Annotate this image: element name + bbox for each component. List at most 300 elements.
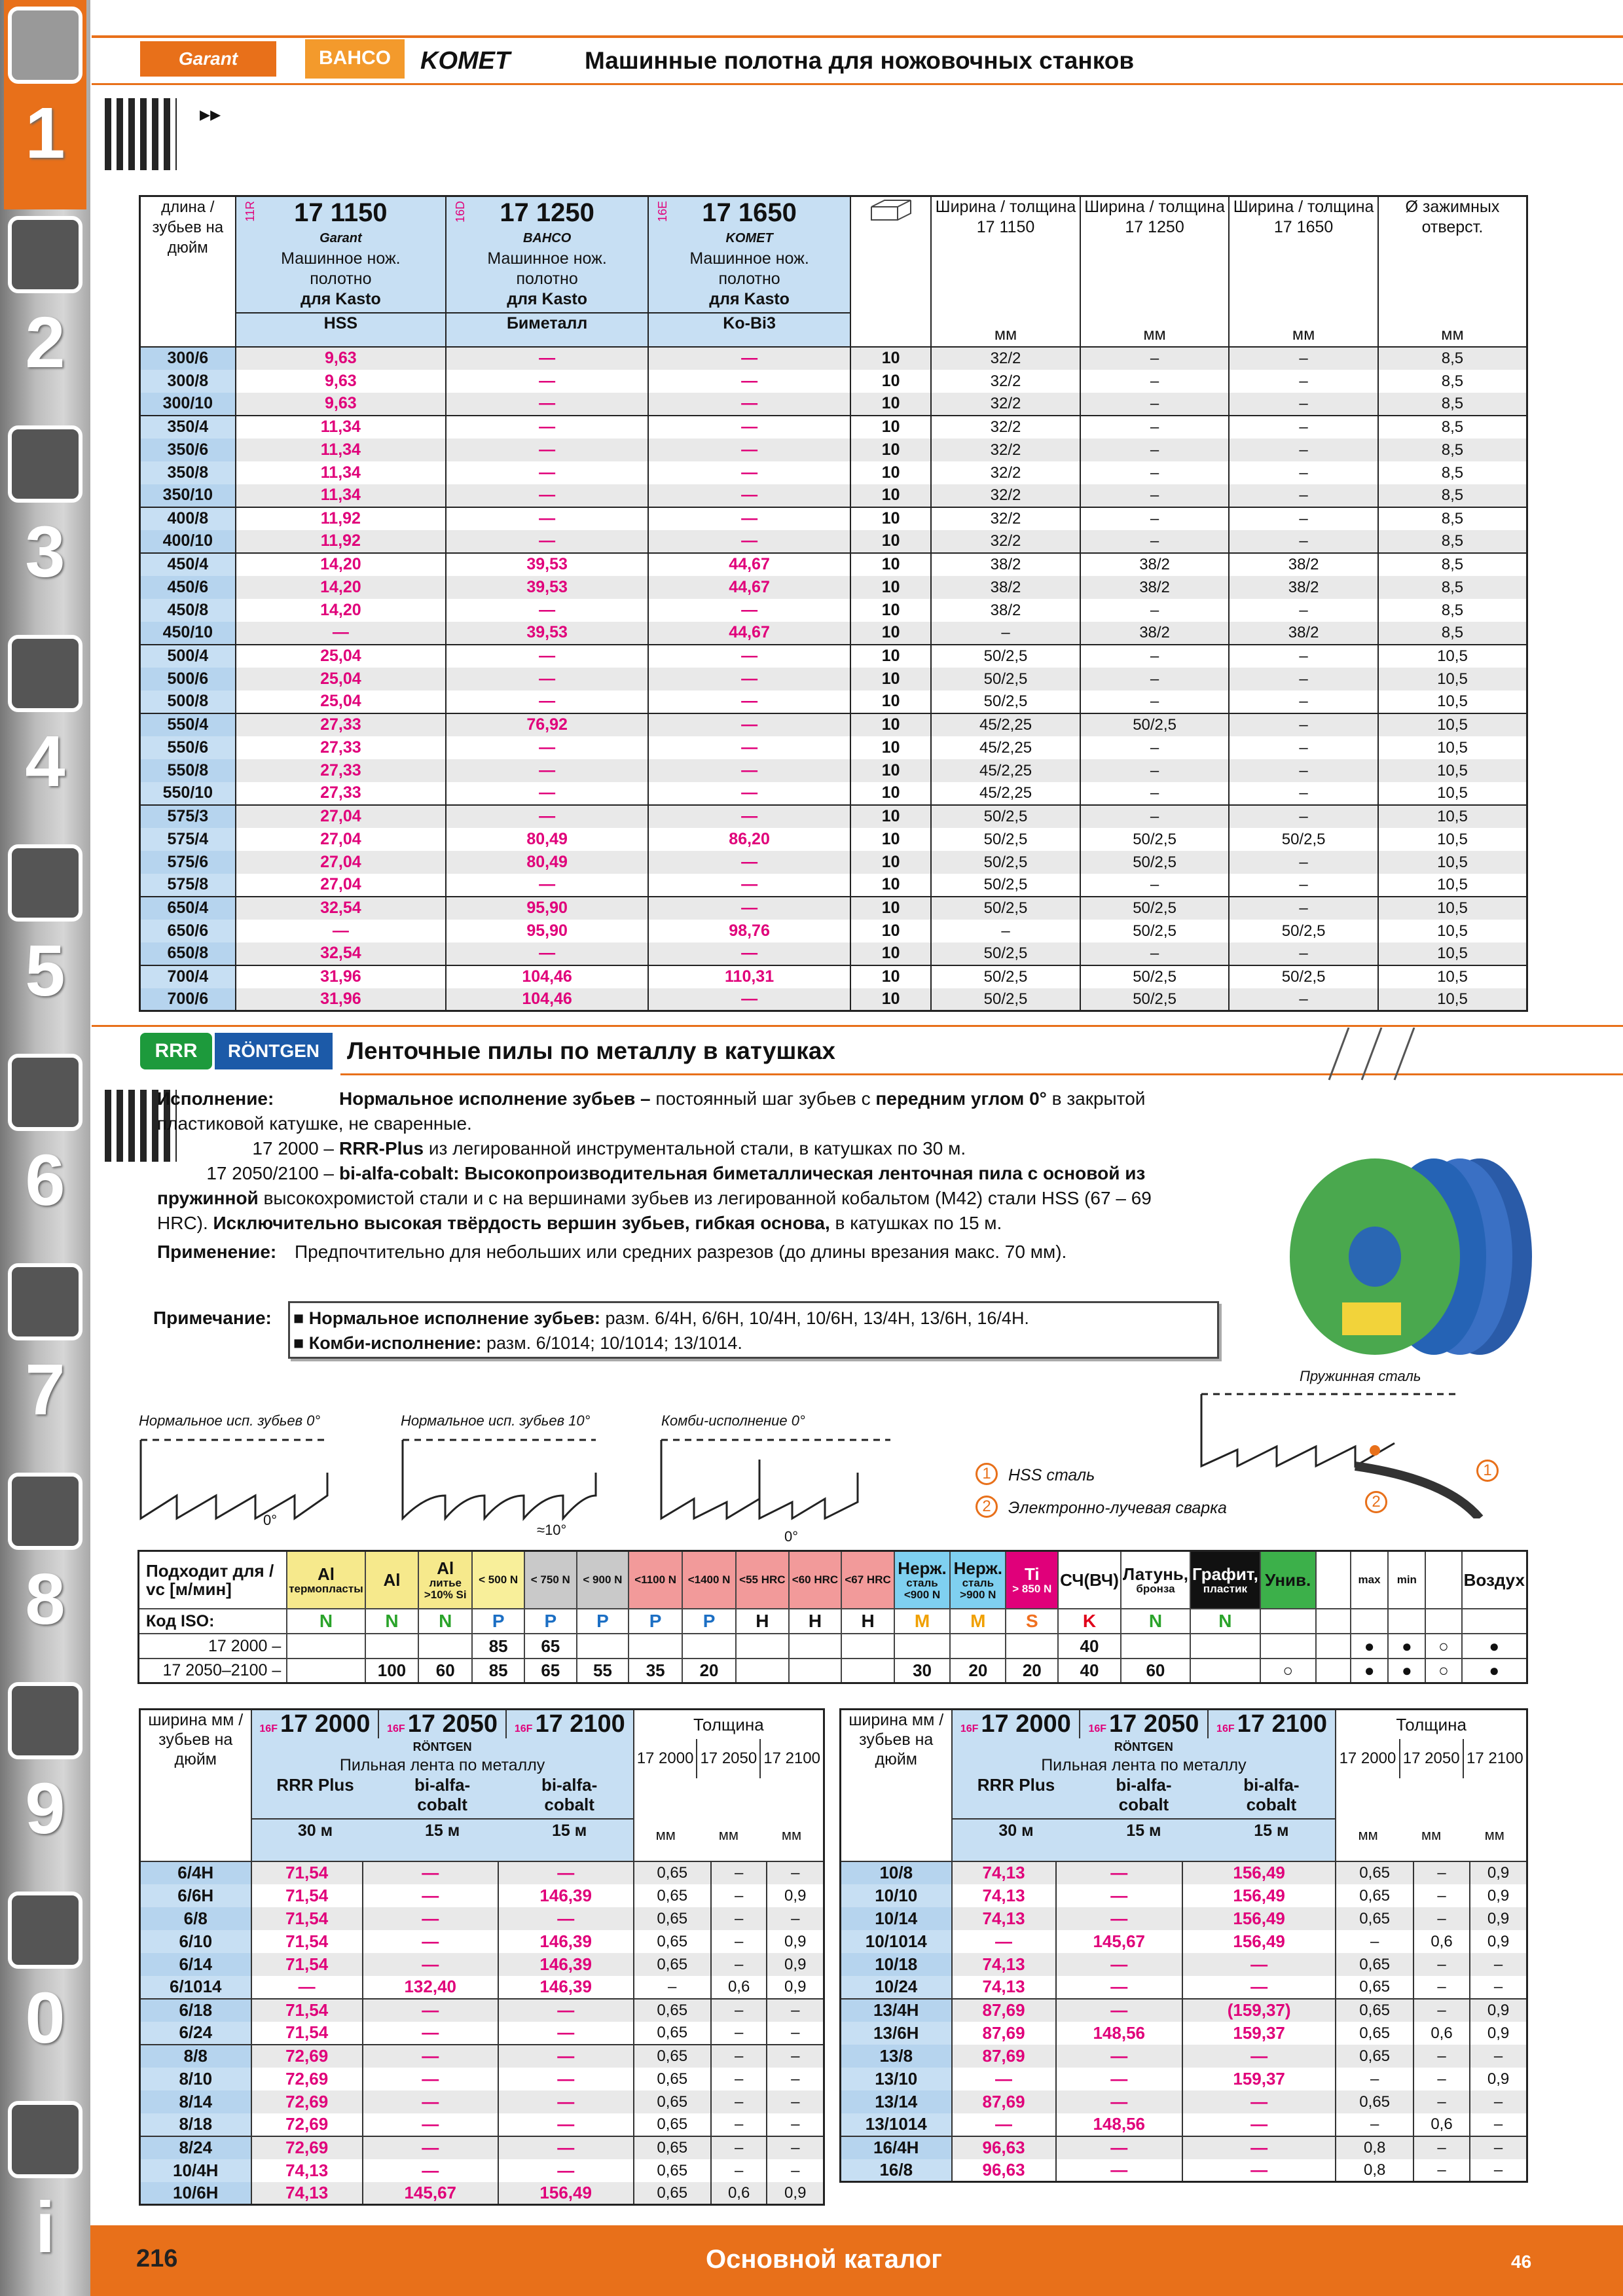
cell: 0,65 — [1336, 1953, 1413, 1976]
table-row — [841, 2113, 1527, 2136]
table-row — [140, 2182, 824, 2205]
table-row — [841, 2090, 1527, 2113]
cell: – — [1080, 645, 1230, 668]
tab-number: 0 — [25, 1978, 65, 2058]
diag-label-1: Нормальное исп. зубьев 0° — [139, 1412, 321, 1429]
table-row — [140, 805, 1527, 828]
cell: 0,9 — [1470, 1884, 1527, 1907]
cell: 10 — [850, 576, 931, 599]
cell: 95,90 — [446, 920, 648, 942]
cell: 13/1014 — [841, 2113, 952, 2136]
cell: — — [1056, 2159, 1182, 2182]
table-row — [140, 439, 1527, 461]
cell: 11,34 — [236, 484, 447, 507]
cell: 10 — [850, 942, 931, 965]
cell: 0,9 — [1470, 1861, 1527, 1884]
cell: 74,13 — [251, 2182, 363, 2205]
category-icon — [8, 2101, 82, 2178]
lengths — [953, 1818, 1336, 1842]
unit: мм — [1421, 1827, 1442, 1843]
table-row — [140, 370, 1527, 393]
page-title: Машинные полотна для ножовочных станков — [585, 47, 1135, 74]
cell: – — [1080, 759, 1230, 782]
cell: 159,37 — [1182, 2022, 1336, 2045]
cell: 550/4 — [140, 713, 236, 736]
cell: 0,6 — [711, 1976, 767, 1999]
thick-col: 17 2000 — [636, 1749, 694, 1767]
table-row — [841, 1999, 1527, 2022]
iso-code: M — [950, 1609, 1006, 1634]
cell: 27,04 — [236, 874, 447, 897]
t: Нормальное исполнение зубьев – — [339, 1088, 651, 1109]
table-row — [841, 1884, 1527, 1907]
unit: мм — [1441, 325, 1464, 344]
mat-name: Ti — [1024, 1564, 1040, 1584]
sidebar-tab-9[interactable] — [4, 1676, 86, 1885]
product-number: 16F 17 2050 — [379, 1710, 507, 1738]
cell: 9,63 — [236, 370, 447, 393]
cell: 0,65 — [1336, 1976, 1413, 1999]
material-col — [418, 1551, 472, 1609]
numbers — [953, 1710, 1336, 1738]
cell: 10/18 — [841, 1953, 952, 1976]
cell: 10 — [850, 416, 931, 439]
cell: 10,5 — [1378, 668, 1527, 691]
cell: 76,92 — [446, 713, 648, 736]
cell: 0,65 — [634, 1861, 711, 1884]
sidebar-tab-3[interactable] — [4, 419, 86, 628]
cell: — — [446, 530, 648, 553]
iso-row — [139, 1609, 1527, 1634]
cell: 87,69 — [952, 2022, 1056, 2045]
cell: 10 — [850, 736, 931, 759]
cell: – — [767, 2159, 824, 2182]
category-icon — [8, 1473, 82, 1550]
cell: 10/4H — [140, 2159, 251, 2182]
cell: 74,13 — [952, 1884, 1056, 1907]
cell: 74,13 — [251, 2159, 363, 2182]
cell: — — [498, 2113, 634, 2136]
cell: — — [363, 1930, 498, 1953]
material-col — [1388, 1551, 1425, 1609]
speed-value — [629, 1634, 682, 1659]
material-col — [524, 1551, 577, 1609]
speed-value — [1121, 1634, 1190, 1659]
brand-logo: KOMET — [725, 231, 773, 245]
tab-number: 7 — [25, 1350, 65, 1430]
cell: — — [446, 370, 648, 393]
cell: 10 — [850, 851, 931, 874]
cell: 50/2,5 — [931, 851, 1080, 874]
numbers — [252, 1710, 633, 1738]
cell: – — [1229, 370, 1378, 393]
cell: 44,67 — [648, 576, 850, 599]
cell: 9,63 — [236, 347, 447, 370]
speed-value — [841, 1634, 894, 1659]
col-size: ширина мм / зубьев на дюйм — [841, 1710, 952, 1861]
cell: 14,20 — [236, 553, 447, 576]
cell: — — [251, 1976, 363, 1999]
cell: 700/4 — [140, 965, 236, 988]
cell: 0,6 — [1413, 1930, 1470, 1953]
cell: — — [363, 2068, 498, 2090]
footer-title: Основной каталог — [706, 2245, 942, 2274]
cell: 300/8 — [140, 370, 236, 393]
iso-code: H — [736, 1609, 789, 1634]
table-row — [841, 1976, 1527, 1999]
cell: – — [1470, 1953, 1527, 1976]
cell: 50/2,5 — [931, 668, 1080, 691]
cell: – — [711, 2045, 767, 2068]
product-code: 16E — [656, 201, 670, 223]
cell: — — [648, 439, 850, 461]
cell: 0,65 — [634, 1884, 711, 1907]
type: RRR Plus — [276, 1775, 354, 1795]
cell: — — [648, 461, 850, 484]
unit: мм — [1143, 325, 1166, 344]
speed-value — [736, 1659, 789, 1683]
product-code: 16F — [387, 1723, 405, 1734]
cell: — — [1056, 1999, 1182, 2022]
iso-code: H — [841, 1609, 894, 1634]
mat-sub: <1100 N — [634, 1573, 677, 1586]
cell: 8,5 — [1378, 439, 1527, 461]
cell: 72,69 — [251, 2068, 363, 2090]
cell: 0,9 — [1470, 1930, 1527, 1953]
cell: 6/1014 — [140, 1976, 251, 1999]
cell: 145,67 — [1056, 1930, 1182, 1953]
cell: 575/4 — [140, 828, 236, 851]
cell: 16/4H — [841, 2136, 952, 2159]
speed-value: ● — [1388, 1634, 1425, 1659]
saw-blade-table — [139, 195, 1528, 1012]
cell: — — [648, 851, 850, 874]
cell: 148,56 — [1056, 2113, 1182, 2136]
table-row — [140, 416, 1527, 439]
cell: 0,9 — [767, 1976, 824, 1999]
iso-code — [1425, 1609, 1461, 1634]
cell: 0,65 — [634, 1999, 711, 2022]
cell: – — [1413, 2045, 1470, 2068]
iso-code — [1351, 1609, 1389, 1634]
cell: – — [711, 1930, 767, 1953]
cell: – — [1080, 439, 1230, 461]
diag-label-3: Комби-исполнение 0° — [661, 1412, 805, 1429]
cell: 50/2,5 — [1080, 897, 1230, 920]
length: 30 м — [297, 1821, 333, 1840]
cell: 8/14 — [140, 2090, 251, 2113]
cell: — — [498, 1999, 634, 2022]
cell: 0,9 — [767, 1884, 824, 1907]
cell: 700/6 — [140, 988, 236, 1011]
mat-sub: > 850 N — [1012, 1582, 1052, 1595]
cell: – — [1413, 1953, 1470, 1976]
cell: – — [767, 1999, 824, 2022]
cell: 38/2 — [931, 553, 1080, 576]
cell: – — [767, 2090, 824, 2113]
col-label: Ширина / толщина 17 1250 — [1084, 198, 1225, 236]
cell: – — [1229, 782, 1378, 805]
table-row — [841, 1861, 1527, 1884]
cell: 38/2 — [1229, 553, 1378, 576]
cell: — — [363, 1953, 498, 1976]
cell: — — [446, 759, 648, 782]
product-number: 16F 17 2050 — [1080, 1710, 1209, 1738]
speed-value: ○ — [1425, 1634, 1461, 1659]
mat-name: Нерж. — [898, 1558, 947, 1578]
cell: 8,5 — [1378, 530, 1527, 553]
cell: 0,9 — [1470, 1999, 1527, 2022]
cell: 31,96 — [236, 965, 447, 988]
table-row — [140, 576, 1527, 599]
table-row — [841, 1953, 1527, 1976]
cell: — — [648, 736, 850, 759]
iso-code: P — [524, 1609, 577, 1634]
cell: — — [1056, 2090, 1182, 2113]
cell: 95,90 — [446, 897, 648, 920]
cell: — — [1056, 2045, 1182, 2068]
speed-value — [894, 1634, 950, 1659]
cell: – — [1413, 2159, 1470, 2182]
cell: — — [446, 461, 648, 484]
cell: – — [767, 1861, 824, 1884]
cell: — — [363, 1884, 498, 1907]
material-table — [137, 1550, 1528, 1684]
cell: 32,54 — [236, 897, 447, 920]
cell: – — [1336, 1930, 1413, 1953]
cell: – — [1470, 2159, 1527, 2182]
cell: — — [648, 691, 850, 713]
speed-row — [139, 1634, 1527, 1659]
cell: 27,33 — [236, 782, 447, 805]
cell: 0,65 — [634, 1907, 711, 1930]
cell: 575/6 — [140, 851, 236, 874]
table-row — [140, 2136, 824, 2159]
cell: 0,6 — [711, 2182, 767, 2205]
product-number: 16F 17 2000 — [953, 1710, 1081, 1738]
thickness-group — [634, 1710, 824, 1861]
material-col — [789, 1551, 842, 1609]
speed-value: ● — [1462, 1634, 1527, 1659]
table-row — [140, 1999, 824, 2022]
cell: 0,9 — [1470, 2022, 1527, 2045]
cell: 0,65 — [1336, 1884, 1413, 1907]
cell: — — [363, 2136, 498, 2159]
sidebar-tab-5[interactable] — [4, 838, 86, 1047]
cell: — — [648, 393, 850, 416]
mat-sub: <55 HRC — [739, 1573, 786, 1586]
cell: 25,04 — [236, 691, 447, 713]
mat-sub: литье >10% Si — [424, 1576, 467, 1601]
spring-label: Пружинная сталь — [1300, 1368, 1421, 1384]
iso-label: Код ISO: — [139, 1609, 287, 1634]
speed-value — [682, 1634, 736, 1659]
cell: 650/8 — [140, 942, 236, 965]
sidebar-tab-2[interactable] — [4, 209, 86, 419]
sidebar-tab-0[interactable] — [4, 1885, 86, 2094]
cell: 72,69 — [251, 2113, 363, 2136]
speed-value: 65 — [524, 1659, 577, 1683]
thickness-group — [1336, 1710, 1527, 1861]
cell: — — [648, 484, 850, 507]
product-code: 16F — [259, 1723, 278, 1734]
cell: 71,54 — [251, 2022, 363, 2045]
material-col — [577, 1551, 629, 1609]
product-header — [648, 196, 850, 347]
cell: – — [1470, 2090, 1527, 2113]
cell: 11,34 — [236, 416, 447, 439]
cell: 11,34 — [236, 439, 447, 461]
cell: 8,5 — [1378, 553, 1527, 576]
cell: 45/2,25 — [931, 782, 1080, 805]
table-row — [140, 920, 1527, 942]
cell: 10 — [850, 484, 931, 507]
product-number: 16F 17 2100 — [1216, 1710, 1327, 1738]
cell: — — [446, 416, 648, 439]
brand-logo: RÖNTGEN — [412, 1740, 472, 1753]
legend-hss: HSS сталь — [1008, 1466, 1095, 1484]
cell: 10/14 — [841, 1907, 952, 1930]
product-number: 17 1650 — [702, 198, 797, 227]
speed-value: ● — [1351, 1634, 1389, 1659]
cell: 32/2 — [931, 347, 1080, 370]
cell: – — [1336, 2113, 1413, 2136]
cell: – — [1229, 851, 1378, 874]
col-label: Ø зажимных отверст. — [1405, 198, 1500, 236]
tab-number: 5 — [25, 931, 65, 1011]
table-row — [140, 553, 1527, 576]
product-desc: Машинное нож. полотно — [689, 249, 809, 288]
iso-code: P — [629, 1609, 682, 1634]
category-icon — [8, 844, 82, 922]
cell: 96,63 — [952, 2159, 1056, 2182]
cell: – — [711, 2090, 767, 2113]
speed-value — [1260, 1634, 1316, 1659]
mat-sub: <60 HRC — [792, 1573, 839, 1586]
table-row — [140, 713, 1527, 736]
cell: — — [363, 1907, 498, 1930]
cell: 10 — [850, 713, 931, 736]
cell: 39,53 — [446, 553, 648, 576]
t: из легированной инструментальной стали, в катушках по 30 м. — [424, 1138, 966, 1158]
cell: 500/8 — [140, 691, 236, 713]
table-row — [140, 782, 1527, 805]
mat-sub: min — [1396, 1573, 1417, 1586]
cell: – — [1229, 393, 1378, 416]
product-kasto: для Kasto — [709, 290, 790, 308]
cell: – — [1080, 668, 1230, 691]
t: Предпочтительно для небольших или средних разрезов (до длины врезания макс. 70 мм). — [295, 1242, 1067, 1262]
types — [953, 1775, 1336, 1814]
cell: — — [1056, 2136, 1182, 2159]
cell: 104,46 — [446, 965, 648, 988]
cell: – — [711, 2113, 767, 2136]
speed-label: 17 2000 – — [139, 1634, 287, 1659]
brand-logo: RÖNTGEN — [1114, 1740, 1173, 1753]
material-col — [1121, 1551, 1190, 1609]
sidebar-tab-6[interactable] — [4, 1047, 86, 1257]
cell: 10 — [850, 874, 931, 897]
product-group — [952, 1710, 1336, 1861]
cell: – — [1229, 645, 1378, 668]
sidebar-tab-8[interactable] — [4, 1466, 86, 1676]
cell: 8,5 — [1378, 416, 1527, 439]
cell: 10 — [850, 553, 931, 576]
sidebar-tab-i[interactable] — [4, 2094, 86, 2270]
cell: 10,5 — [1378, 805, 1527, 828]
arrow-icon[interactable]: ▸▸ — [200, 102, 221, 126]
thick-col: 17 2050 — [696, 1739, 759, 1778]
cell: – — [1080, 347, 1230, 370]
length: 15 м — [424, 1821, 460, 1840]
cell: 0,6 — [1413, 2113, 1470, 2136]
cell: – — [1413, 1884, 1470, 1907]
col-label: Ширина / толщина 17 1150 — [935, 198, 1076, 236]
cell: 300/6 — [140, 347, 236, 370]
cell: — — [952, 1930, 1056, 1953]
cell: 50/2,5 — [1080, 920, 1230, 942]
cell: — — [446, 393, 648, 416]
cell: 32/2 — [931, 416, 1080, 439]
cell: – — [1080, 507, 1230, 530]
cell: 50/2,5 — [1080, 828, 1230, 851]
cell: – — [1229, 897, 1378, 920]
cell: 50/2,5 — [931, 874, 1080, 897]
cell: 0,9 — [767, 1953, 824, 1976]
cell: 50/2,5 — [931, 645, 1080, 668]
mat-sub: пластик — [1203, 1582, 1248, 1595]
cell: – — [1470, 2136, 1527, 2159]
cell: – — [1336, 2068, 1413, 2090]
type: bi-alfa-cobalt — [1116, 1775, 1172, 1814]
cell: – — [1229, 599, 1378, 622]
product-kasto: для Kasto — [301, 290, 381, 308]
cell: 27,33 — [236, 736, 447, 759]
cell: 71,54 — [251, 1953, 363, 1976]
cell: 104,46 — [446, 988, 648, 1011]
table-row — [140, 736, 1527, 759]
cell: — — [648, 942, 850, 965]
table-row — [140, 507, 1527, 530]
cell: 50/2,5 — [931, 691, 1080, 713]
cell: 14,20 — [236, 576, 447, 599]
sidebar-tab-4[interactable] — [4, 628, 86, 838]
cell: – — [1080, 782, 1230, 805]
cell: 8,5 — [1378, 622, 1527, 645]
table-row — [140, 2113, 824, 2136]
table-header — [140, 196, 1527, 347]
speed-value — [789, 1634, 842, 1659]
note-text — [293, 1306, 1029, 1355]
cell: 87,69 — [952, 2090, 1056, 2113]
cell: 156,49 — [498, 2182, 634, 2205]
mat-sub: <67 HRC — [845, 1573, 891, 1586]
speed-value — [1190, 1634, 1260, 1659]
cell: 32/2 — [931, 507, 1080, 530]
t: bi-alfa-cobalt: Высокопроизводительная биметаллическая ленточная пила с основой из пружинной — [157, 1163, 1146, 1208]
mat-name: Al — [437, 1558, 454, 1578]
cell: 71,54 — [251, 1930, 363, 1953]
table-row — [140, 828, 1527, 851]
iso-code: M — [894, 1609, 950, 1634]
sidebar-tab-1[interactable] — [4, 0, 86, 209]
sidebar-tab-7[interactable] — [4, 1257, 86, 1466]
cell: – — [1080, 874, 1230, 897]
cell: 10 — [850, 393, 931, 416]
cell: 10 — [850, 828, 931, 851]
cell: 10 — [850, 782, 931, 805]
product-code: 16F — [1216, 1723, 1235, 1734]
